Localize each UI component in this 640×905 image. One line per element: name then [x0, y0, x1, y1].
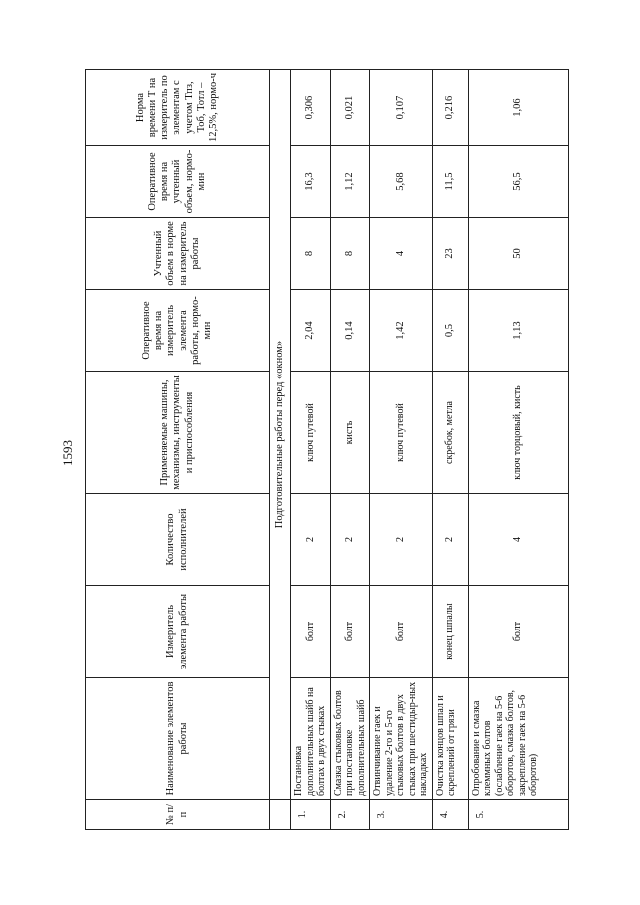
- row-workers: 2: [291, 494, 331, 586]
- row-op-time-total: 11,5: [432, 146, 468, 218]
- row-workers: 2: [370, 494, 433, 586]
- row-op-time: 1,42: [370, 290, 433, 372]
- section-row: [270, 70, 291, 830]
- row-tools: кисть: [330, 372, 370, 494]
- header-workers: Количество исполнителей: [86, 494, 270, 586]
- row-op-time: 2,04: [291, 290, 331, 372]
- work-elements-table: [85, 69, 569, 830]
- rotated-table-container: [85, 70, 555, 830]
- row-norm: 0,107: [370, 70, 433, 146]
- row-num: 4.: [432, 800, 468, 830]
- row-op-time-total: 56,5: [468, 146, 568, 218]
- row-volume: 50: [468, 218, 568, 290]
- row-unit: болт: [468, 586, 568, 678]
- table-row: [370, 70, 433, 830]
- row-volume: 8: [330, 218, 370, 290]
- header-name: Наименование элементов работы: [86, 678, 270, 800]
- header-row: [86, 70, 270, 830]
- table-row: [291, 70, 331, 830]
- row-workers: 2: [330, 494, 370, 586]
- row-name: Смазка стыковых болтов при постановке дополнительных шайб: [330, 678, 370, 800]
- row-op-time-total: 16,3: [291, 146, 331, 218]
- row-op-time: 0,5: [432, 290, 468, 372]
- row-unit: болт: [291, 586, 331, 678]
- row-op-time-total: 5,68: [370, 146, 433, 218]
- page-number: 1593: [60, 440, 75, 466]
- row-volume: 4: [370, 218, 433, 290]
- section-title: Подготовительные работы перед «окном»: [270, 70, 291, 800]
- header-tools: Применяемые машины, механизмы, инструменты и приспособления: [86, 372, 270, 494]
- row-num: 3.: [370, 800, 433, 830]
- row-volume: 8: [291, 218, 331, 290]
- row-name: Опробование и смазка клеммных болтов (ослабление гаек на 5-6 оборотов, смазка болтов, закрепление гаек на 5-6 оборотов): [468, 678, 568, 800]
- row-norm: 0,306: [291, 70, 331, 146]
- row-volume: 23: [432, 218, 468, 290]
- row-op-time-total: 1,12: [330, 146, 370, 218]
- row-workers: 4: [468, 494, 568, 586]
- row-name: Очистка концов шпал и скреплений от грязи: [432, 678, 468, 800]
- row-tools: ключ путевой: [291, 372, 331, 494]
- table-row: [432, 70, 468, 830]
- header-op-time-total: Оперативное время на учтенный объем, нормо-мин: [86, 146, 270, 218]
- header-op-time: Оперативное время на измеритель элемента работы, нормо-мин: [86, 290, 270, 372]
- row-unit: конец шпалы: [432, 586, 468, 678]
- header-norm: Норма времени Т на измеритель по элементам с учетом Тпз, Тоб, Тотл – 12,5%, нормо-ч: [86, 70, 270, 146]
- row-op-time: 1,13: [468, 290, 568, 372]
- section-blank: [270, 800, 291, 830]
- row-unit: болт: [370, 586, 433, 678]
- row-norm: 0,021: [330, 70, 370, 146]
- row-num: 5.: [468, 800, 568, 830]
- header-volume: Учтенный объем в норме на измеритель работы: [86, 218, 270, 290]
- table-row: [330, 70, 370, 830]
- row-num: 2.: [330, 800, 370, 830]
- row-op-time: 0,14: [330, 290, 370, 372]
- row-tools: ключ торцовый, кисть: [468, 372, 568, 494]
- row-norm: 0,216: [432, 70, 468, 146]
- header-num: № п/п: [86, 800, 270, 830]
- row-num: 1.: [291, 800, 331, 830]
- row-name: Отвинчивание гаек и удаление 2-го и 5-го стыковых болтов в двух стыках при шестидыр-ных накладках: [370, 678, 433, 800]
- row-workers: 2: [432, 494, 468, 586]
- row-tools: скребок, метла: [432, 372, 468, 494]
- row-norm: 1,06: [468, 70, 568, 146]
- row-unit: болт: [330, 586, 370, 678]
- table-row: [468, 70, 568, 830]
- row-tools: ключ путевой: [370, 372, 433, 494]
- row-name: Постановка дополнительных шайб на болтах в двух стыках: [291, 678, 331, 800]
- header-unit: Измеритель элемента работы: [86, 586, 270, 678]
